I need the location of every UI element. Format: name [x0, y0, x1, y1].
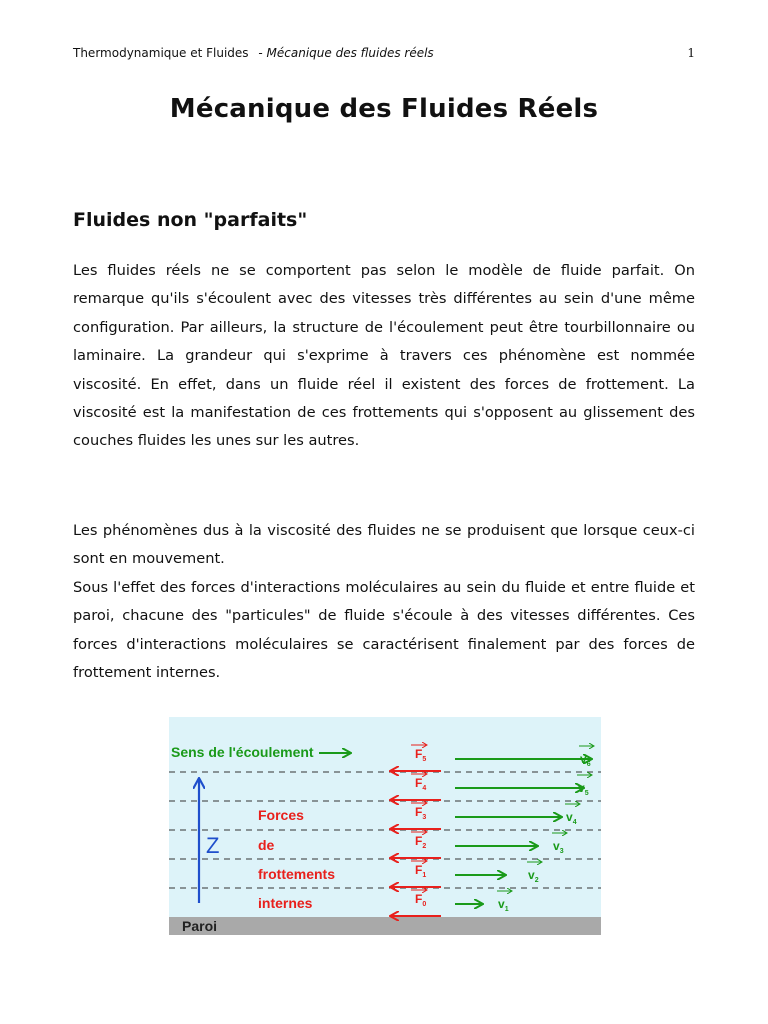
velocity-label: $v_1$ [498, 897, 509, 913]
force-label: $F_2$ [415, 834, 427, 850]
velocity-label: $v_3$ [553, 839, 564, 855]
section-heading: Fluides non "parfaits" [73, 209, 308, 231]
velocity-label: $v_6$ [580, 752, 591, 768]
forces-word-3: frottements [258, 866, 336, 882]
page-number: 1 [687, 46, 695, 60]
paragraph-1: Les fluides réels ne se comportent pas selon le modèle de fluide parfait. On remarque qu'ils s'écoulent avec des vitesses très différentes au sein d'une même configuration. Par ailleurs, la structure de l'écoulement peut être tourbillonnaire ou laminaire. La grandeur qui s'exprime à travers ces phénomène est nommée viscosité. En effet, dans un fluide réel il existent des forces de frottement. La viscosité est la manifestation de ces frottements qui s'opposent au glissement des couches fluides les unes sur les autres. [73, 262, 695, 450]
forces-word-4: internes [258, 895, 313, 911]
forces-word-2: de [258, 837, 275, 853]
viscosity-diagram [169, 717, 601, 935]
force-label: $F_1$ [415, 863, 427, 879]
paragraph-2: Les phénomènes dus à la viscosité des fluides ne se produisent que lorsque ceux-ci sont en mouvement. [73, 522, 695, 568]
velocity-label: $v_5$ [578, 781, 589, 797]
header-chapter-title: Mécanique des fluides réels [266, 46, 434, 60]
z-axis-label: Z [206, 833, 220, 858]
force-label: $F_5$ [415, 747, 427, 763]
velocity-label: $v_4$ [566, 810, 577, 826]
force-label: $F_3$ [415, 805, 427, 821]
viscosity-figure [169, 717, 601, 935]
page-title: Mécanique des Fluides Réels [169, 94, 599, 124]
wall [169, 917, 601, 935]
paragraph-3: Sous l'effet des forces d'interactions moléculaires au sein du fluide et entre fluide et paroi, chacune des "particules" de fluide s'écoule à des vitesses différentes. Ces forces d'interactions moléculaires se caractérisent finalement par des forces de frottement internes. [73, 579, 695, 682]
forces-word-1: Forces [258, 807, 304, 823]
header-book-title: Thermodynamique et Fluides [73, 46, 249, 60]
force-label: $F_4$ [415, 776, 427, 792]
running-header [73, 46, 695, 64]
header-dash: - [258, 46, 263, 60]
wall-label: Paroi [182, 918, 218, 934]
flow-direction-label: Sens de l'écoulement [171, 744, 314, 760]
velocity-label: $v_2$ [528, 868, 539, 884]
force-label: $F_0$ [415, 892, 427, 908]
